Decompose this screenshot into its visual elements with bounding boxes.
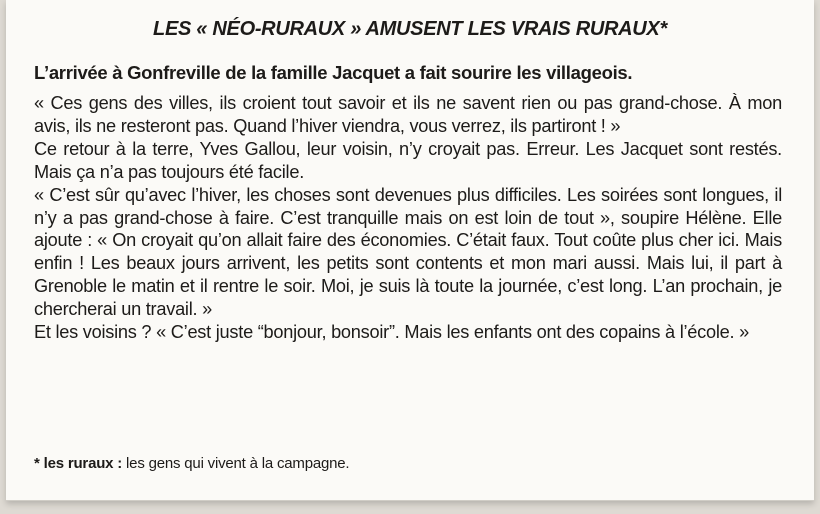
article-title: LES « NÉO-RURAUX » AMUSENT LES VRAIS RURAUX* [153,18,667,40]
article-subtitle: L’arrivée à Gonfreville de la famille Jacquet a fait sourire les villageois. [34,62,633,83]
footnote-term: les ruraux : [43,455,123,472]
paragraph: « C’est sûr qu’avec l’hiver, les choses sont devenues plus difficiles. Les soirées sont longues, il n’y a pas grand-chose à faire. C’est tranquille mais on est loin de tout », soupire Hélène. Elle ajoute : « On croyait qu’on allait faire des économies. C’était faux. Tout coûte plus cher ici. Mais enfin ! Les beaux jours arrivent, les petits sont contents et mon mari aussi. Mais lui, il part à Grenoble le matin et il rentre le soir. Moi, je suis là toute la journée, c’est long. L’an prochain, je chercherai un travail. » [34,184,782,320]
article-body [34,92,782,344]
paragraph: Ce retour à la terre, Yves Gallou, leur voisin, n’y croyait pas. Erreur. Les Jacquet sont restés. Mais ça n’a pas toujours été facile. [34,138,782,182]
page [6,0,814,501]
footnote [34,455,349,472]
paragraph: « Ces gens des villes, ils croient tout savoir et ils ne savent rien ou pas grand-chose. À mon avis, ils ne resteront pas. Quand l’hiver viendra, vous verrez, ils partiront ! » [34,93,782,136]
footnote-definition: les gens qui vivent à la campagne. [126,455,350,472]
paragraph: Et les voisins ? « C’est juste “bonjour, bonsoir”. Mais les enfants ont des copains à l’école. » [34,322,749,343]
footnote-marker: * [34,455,40,472]
